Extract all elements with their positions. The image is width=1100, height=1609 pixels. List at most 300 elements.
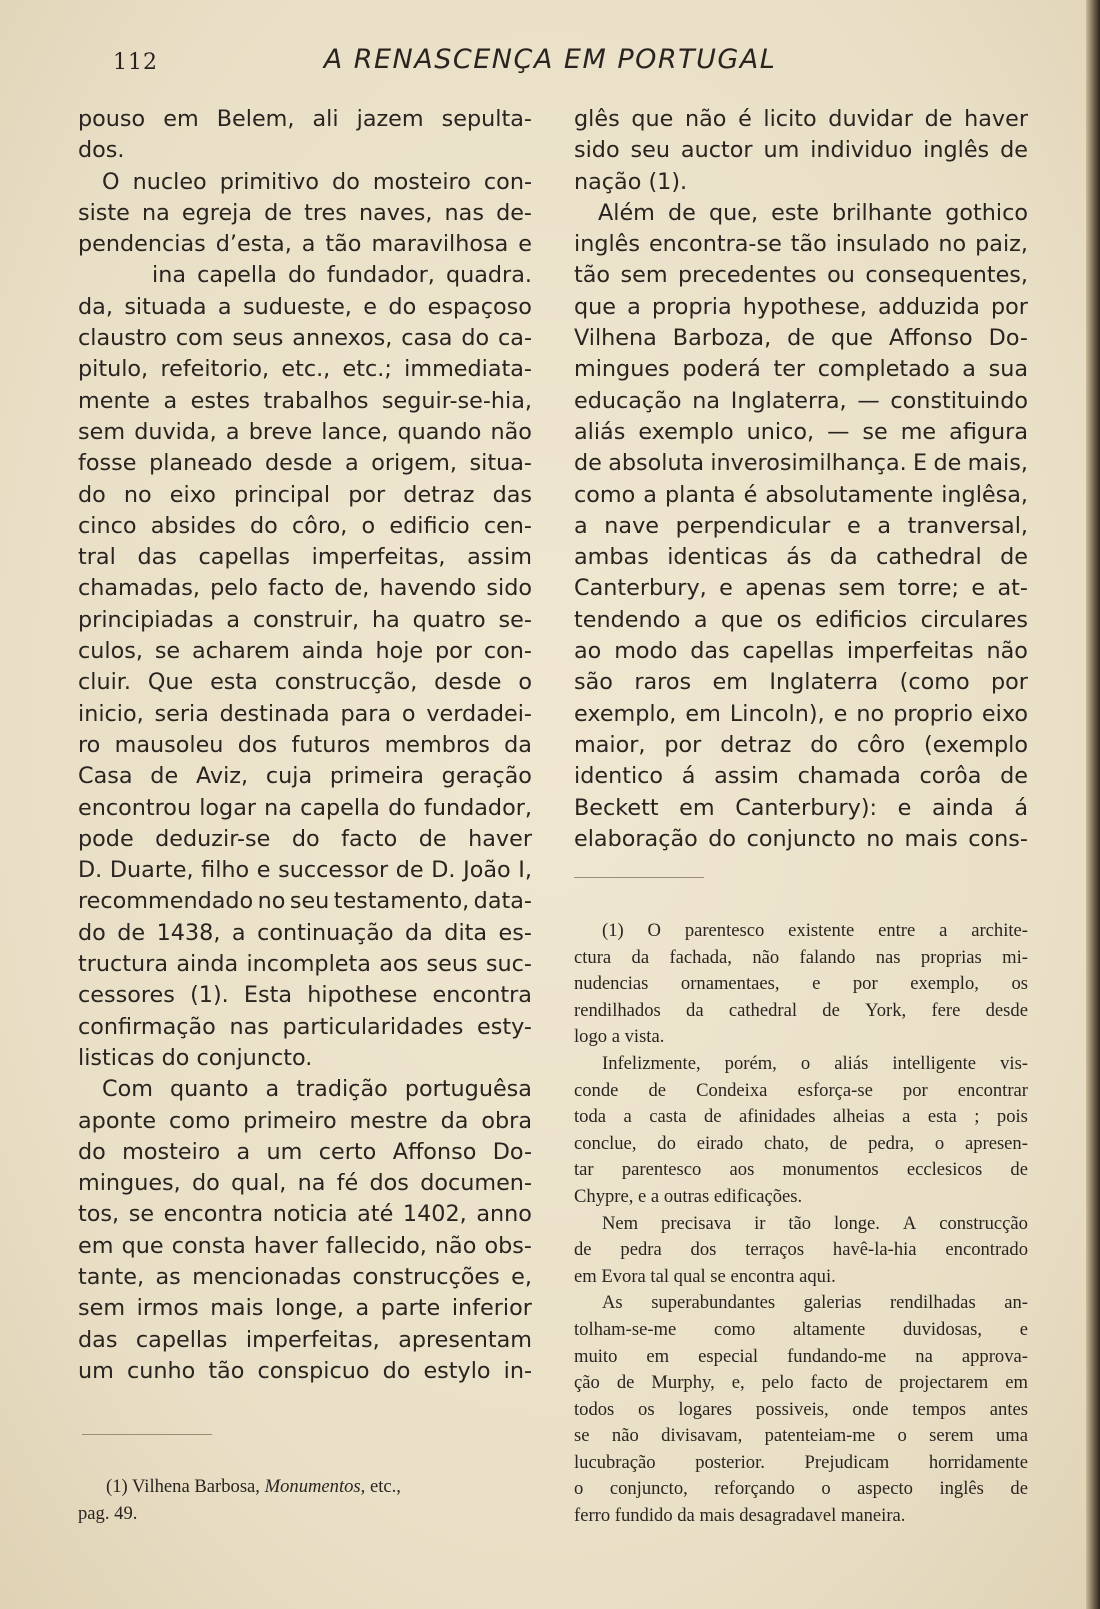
- text-line: [78, 1325, 532, 1356]
- word: Barboza,: [672, 325, 772, 352]
- word: brilhante: [832, 199, 933, 226]
- word: inglês: [923, 137, 990, 164]
- word: monumentos: [782, 1159, 879, 1181]
- word: na: [692, 387, 721, 414]
- word: trabalhos: [263, 387, 369, 414]
- word: entre: [878, 920, 916, 941]
- word: que: [121, 1232, 164, 1259]
- word: noticia: [272, 1201, 348, 1228]
- text-line: [574, 417, 1028, 448]
- word: e: [812, 973, 821, 995]
- text-line: [574, 229, 1028, 260]
- word: ro: [78, 731, 101, 758]
- footnote-line: [574, 1078, 1028, 1105]
- word: e: [833, 700, 848, 727]
- word: encontra: [163, 1201, 264, 1228]
- text-line: [78, 1199, 532, 1230]
- word: mi-: [1002, 946, 1028, 968]
- word: aponte: [78, 1107, 157, 1134]
- word: vis-: [1000, 1052, 1028, 1074]
- word: de: [264, 199, 293, 226]
- word: não: [684, 106, 727, 132]
- footnote-line: [574, 998, 1028, 1025]
- word: planeado: [149, 450, 253, 477]
- text-line: [78, 855, 532, 886]
- word: é: [743, 481, 758, 508]
- text-line: [78, 1293, 532, 1324]
- word: hoje: [375, 638, 424, 665]
- word: obs-: [484, 1232, 532, 1259]
- word: em: [78, 1232, 114, 1259]
- word: mosteiro: [372, 168, 471, 195]
- word: assim: [467, 544, 532, 571]
- word: gothico: [945, 199, 1028, 226]
- word: archite-: [971, 920, 1028, 941]
- word: da: [405, 919, 433, 946]
- word: dos.: [78, 137, 125, 164]
- word: rendilhadas: [889, 1292, 976, 1314]
- word: confirmação: [78, 1013, 216, 1040]
- word: todos: [574, 1398, 615, 1420]
- word: breve: [248, 418, 313, 445]
- word: sido: [574, 137, 620, 164]
- word: capella: [300, 794, 380, 821]
- word: altamente: [792, 1318, 866, 1340]
- word: longe.: [834, 1212, 880, 1234]
- word: planta: [665, 481, 736, 508]
- text-line: [78, 448, 532, 479]
- word: I,: [518, 857, 532, 884]
- word: nave: [604, 512, 659, 539]
- footnote-text: pag. 49.: [78, 1502, 138, 1524]
- word: successor: [278, 857, 389, 884]
- word: afinidades: [739, 1106, 816, 1128]
- footnote-line: [574, 1344, 1028, 1371]
- word: jazem: [356, 106, 424, 132]
- word: es-: [498, 919, 532, 946]
- word: seu: [289, 888, 330, 915]
- word: construcções: [352, 1263, 500, 1290]
- word: aliás: [834, 1052, 869, 1074]
- text-line: [574, 386, 1028, 417]
- text-line: [78, 1137, 532, 1168]
- word: do: [78, 1138, 106, 1165]
- word: ao: [574, 638, 602, 665]
- word: de: [1000, 544, 1028, 571]
- text-line: [78, 386, 532, 417]
- word: circulares: [920, 606, 1028, 633]
- word: egreja: [181, 199, 253, 226]
- word: que: [831, 325, 874, 352]
- word: culos,: [78, 638, 143, 665]
- word: afigura: [949, 418, 1028, 445]
- text-line: [78, 824, 532, 855]
- word: construcção,: [274, 669, 418, 696]
- word: do: [192, 1170, 220, 1197]
- text-line: [78, 167, 532, 198]
- word: imperfeitas,: [245, 1326, 380, 1353]
- word: absolutamente: [765, 481, 934, 508]
- text-line: [574, 511, 1028, 542]
- word: até: [357, 1201, 394, 1228]
- word: que: [574, 293, 617, 320]
- word: ecclesicos: [906, 1159, 983, 1181]
- word: quando: [397, 418, 482, 445]
- word: auctor: [680, 137, 753, 164]
- word: e: [363, 293, 378, 320]
- word: na: [142, 199, 170, 226]
- word: e,: [511, 1263, 532, 1290]
- word: inverosimilhança.: [710, 450, 907, 477]
- word: inglêsa,: [941, 481, 1028, 508]
- word: inglês: [574, 231, 641, 258]
- word: falando: [799, 946, 856, 968]
- word: esty-: [477, 1013, 532, 1040]
- word: me: [900, 418, 937, 445]
- word: e: [847, 512, 861, 539]
- word: o: [934, 1132, 945, 1154]
- word: se: [574, 1425, 590, 1447]
- page-header: [0, 42, 1100, 82]
- word: deduzir-se: [155, 825, 271, 852]
- word: do: [78, 919, 106, 946]
- word: e,: [731, 1372, 745, 1394]
- word: destinada: [219, 700, 330, 727]
- text-line: [574, 448, 1028, 479]
- word: um: [78, 1357, 114, 1384]
- word: maior,: [574, 731, 646, 758]
- word: onde: [852, 1398, 889, 1420]
- word: a: [217, 293, 232, 320]
- word: Do-: [492, 1138, 532, 1165]
- word: a: [623, 1106, 632, 1128]
- word: —: [857, 387, 880, 414]
- word: espaçoso: [427, 293, 532, 320]
- word: com: [175, 325, 224, 352]
- word: dos: [690, 1239, 717, 1261]
- word: 1438,: [156, 919, 221, 946]
- word: Aviz,: [195, 763, 249, 790]
- word: das: [690, 638, 730, 665]
- word: completado: [817, 356, 950, 383]
- word: são: [574, 669, 613, 696]
- word: e: [719, 575, 733, 602]
- word: qual,: [231, 1170, 287, 1197]
- text-line: [574, 573, 1028, 604]
- word: an-: [1004, 1292, 1028, 1314]
- footnote-line: [574, 1051, 1028, 1078]
- word: O: [647, 920, 661, 941]
- word: fere: [931, 999, 961, 1021]
- word: annexos,: [292, 325, 393, 352]
- word: fallecido,: [325, 1232, 427, 1259]
- word: os: [638, 1398, 655, 1420]
- word: o: [897, 1425, 907, 1447]
- word: (como: [899, 669, 970, 696]
- word: desde: [985, 999, 1028, 1021]
- word: de: [864, 1372, 883, 1394]
- word: membros: [384, 731, 490, 758]
- word: nucleo: [132, 168, 207, 195]
- word: primeiro: [243, 1107, 337, 1134]
- text-line: [574, 198, 1028, 229]
- word: ainda: [301, 638, 364, 665]
- word: situa-: [469, 450, 532, 477]
- text-line: [78, 135, 532, 166]
- word: por: [664, 731, 702, 758]
- word: duvidar: [828, 106, 913, 132]
- footnote-line: [574, 1211, 1028, 1238]
- word: casa: [401, 325, 453, 352]
- word: os: [1011, 973, 1028, 995]
- text-line: [78, 1043, 532, 1074]
- word: particularidades: [282, 1013, 464, 1040]
- word: superabundantes: [651, 1292, 776, 1314]
- word: portuguêsa: [404, 1076, 532, 1103]
- word: ambas: [574, 544, 649, 571]
- text-line: [78, 761, 532, 792]
- word: horridamente: [928, 1451, 1028, 1473]
- word: mais,: [967, 450, 1028, 477]
- word: E: [913, 450, 928, 477]
- word: do: [657, 1132, 676, 1154]
- word: parte: [380, 1295, 441, 1322]
- word: hypothese,: [742, 293, 867, 320]
- footnote-line: [574, 1317, 1028, 1344]
- word: (1): [602, 920, 624, 941]
- text-line: [574, 323, 1028, 354]
- word: tradição: [296, 1076, 388, 1103]
- word: ctura: [574, 946, 612, 968]
- word: detraz: [720, 731, 792, 758]
- word: a: [344, 450, 359, 477]
- word: estes: [190, 387, 251, 414]
- word: fachada,: [669, 946, 732, 968]
- word: a: [265, 1076, 280, 1103]
- word: serem: [929, 1425, 974, 1447]
- word: sido: [486, 575, 532, 602]
- word: que: [721, 606, 764, 633]
- word: a: [226, 606, 241, 633]
- word: duvida,: [134, 418, 217, 445]
- word: para: [340, 700, 392, 727]
- word: de: [117, 919, 146, 946]
- word: de: [616, 1372, 635, 1394]
- word: verdadei-: [426, 700, 532, 727]
- word: da: [829, 544, 858, 571]
- word: dos: [237, 731, 278, 758]
- word: mencionadas: [192, 1263, 342, 1290]
- word: Nem: [602, 1212, 639, 1234]
- word: filho: [201, 857, 250, 884]
- word: mingues: [574, 356, 670, 383]
- footnote-line: [574, 1370, 1028, 1397]
- word: as: [155, 1263, 181, 1290]
- footnote-line: [574, 1237, 1028, 1264]
- word: de: [933, 450, 962, 477]
- word: que,: [708, 199, 759, 226]
- word: apenas: [745, 575, 827, 602]
- word: conspicuo: [257, 1357, 370, 1384]
- word: fundador,: [326, 262, 435, 289]
- word: facto: [268, 575, 325, 602]
- word: esta: [210, 669, 258, 696]
- word: Canterbury):: [735, 794, 878, 821]
- word: con-: [483, 638, 532, 665]
- word: etc.,: [281, 356, 331, 383]
- word: de: [418, 825, 447, 852]
- word: imperfeitas: [846, 638, 974, 665]
- word: capellas: [135, 1326, 228, 1353]
- word: o: [574, 1478, 584, 1500]
- text-line: [78, 573, 532, 604]
- word: testamento,: [333, 888, 470, 915]
- text-line: [78, 636, 532, 667]
- text-line: [78, 198, 532, 229]
- word: na: [915, 1345, 933, 1367]
- word: origem,: [371, 450, 457, 477]
- word: um: [763, 137, 800, 164]
- word: a: [574, 512, 588, 539]
- word: raros: [634, 669, 692, 696]
- word: exemplo,: [574, 700, 677, 727]
- word: capellas: [198, 544, 290, 571]
- text-line: [78, 323, 532, 354]
- word: Lincoln),: [729, 700, 825, 727]
- text-line: [78, 793, 532, 824]
- word: ornamentaes,: [680, 973, 780, 995]
- word: ca-: [498, 325, 532, 352]
- footnote-line: [574, 971, 1028, 998]
- text-line: [78, 542, 532, 573]
- text-line: [574, 135, 1028, 166]
- word: de: [1000, 137, 1028, 164]
- word: côro: [856, 731, 906, 758]
- word: proprias: [920, 946, 982, 968]
- running-title: A RENASCENÇA EM PORTUGAL: [323, 44, 777, 75]
- word: ha: [371, 606, 400, 633]
- word: A: [902, 1212, 917, 1234]
- word: tolham-se-me: [574, 1318, 677, 1340]
- word: cons-: [968, 825, 1028, 852]
- footnote-text: (1) Vilhena Barbosa, Monumentos, etc.,: [106, 1476, 401, 1497]
- word: aos: [729, 1159, 755, 1181]
- footnote-separator-left: [82, 1434, 212, 1435]
- word: posterior.: [695, 1451, 765, 1473]
- word: o: [800, 1052, 811, 1074]
- word: chamada: [797, 763, 901, 790]
- word: por: [435, 638, 472, 665]
- word: do: [388, 293, 417, 320]
- word: facto: [341, 825, 398, 852]
- word: naves,: [359, 199, 433, 226]
- word: pedra,: [868, 1132, 915, 1154]
- footnote-italic-title: Monumentos: [264, 1476, 361, 1497]
- word: nudencias: [574, 973, 649, 995]
- word: a: [643, 481, 657, 508]
- word: suc-: [485, 951, 532, 978]
- word: pelo: [761, 1372, 794, 1394]
- word: a: [236, 1138, 251, 1165]
- word: haver: [964, 106, 1028, 132]
- word: data-: [473, 888, 532, 915]
- word: em Evora tal qual se encontra aqui.: [574, 1265, 836, 1287]
- footnote-line: [574, 1450, 1028, 1477]
- word: sem: [78, 1295, 126, 1322]
- word: como: [168, 1107, 231, 1134]
- word: Affonso: [392, 1138, 477, 1165]
- word: identicas: [667, 544, 768, 571]
- word: propria: [651, 293, 732, 320]
- text-line: [78, 1012, 532, 1043]
- word: desde: [434, 669, 502, 696]
- word: York,: [865, 999, 907, 1021]
- word: a: [231, 919, 246, 946]
- word: desde: [265, 450, 333, 477]
- footnote-line: [574, 918, 1028, 945]
- word: cathedral: [876, 544, 982, 571]
- word: irmos: [136, 1295, 199, 1322]
- word: proprio: [893, 700, 973, 727]
- word: inferior: [451, 1295, 532, 1322]
- word: ou: [827, 262, 855, 289]
- word: a: [627, 293, 641, 320]
- word: d’esta,: [215, 231, 292, 258]
- text-line: [78, 1262, 532, 1293]
- word: por: [991, 669, 1028, 696]
- word: obra: [481, 1107, 532, 1134]
- word: continuação: [257, 919, 394, 946]
- text-line: [574, 730, 1028, 761]
- footnote-line: [78, 1501, 532, 1528]
- word: exemplo: [638, 418, 734, 445]
- word: de: [924, 106, 953, 132]
- word: estylo: [423, 1357, 491, 1384]
- text-line: [78, 699, 532, 730]
- word: em: [685, 700, 721, 727]
- word: no: [257, 888, 286, 915]
- word: identico: [574, 763, 664, 790]
- word: esta: [927, 1106, 957, 1128]
- text-line: [78, 1168, 532, 1199]
- text-line: [78, 260, 532, 291]
- word: se: [154, 638, 181, 665]
- word: galerias: [803, 1292, 862, 1314]
- footnote-line: [574, 1024, 1028, 1051]
- word: nas: [875, 946, 901, 968]
- word: no: [856, 700, 885, 727]
- word: porém,: [724, 1052, 777, 1074]
- word: do: [461, 325, 490, 352]
- text-line: [574, 292, 1028, 323]
- word: tão: [788, 1212, 812, 1234]
- word: eixo: [169, 481, 216, 508]
- word: de: [822, 999, 840, 1021]
- word: duvidosas,: [902, 1318, 983, 1340]
- word: tar: [574, 1159, 594, 1181]
- word: Belem,: [216, 106, 295, 132]
- word: em: [712, 669, 748, 696]
- word: mosteiro: [122, 1138, 221, 1165]
- word: fundando-me: [787, 1345, 887, 1367]
- word: tão: [208, 1357, 245, 1384]
- text-line: [78, 980, 532, 1011]
- word: tructura: [78, 951, 169, 978]
- word: absides: [150, 512, 236, 539]
- word: tendendo: [574, 606, 681, 633]
- footnote-line: [574, 1104, 1028, 1131]
- text-line: [574, 480, 1028, 511]
